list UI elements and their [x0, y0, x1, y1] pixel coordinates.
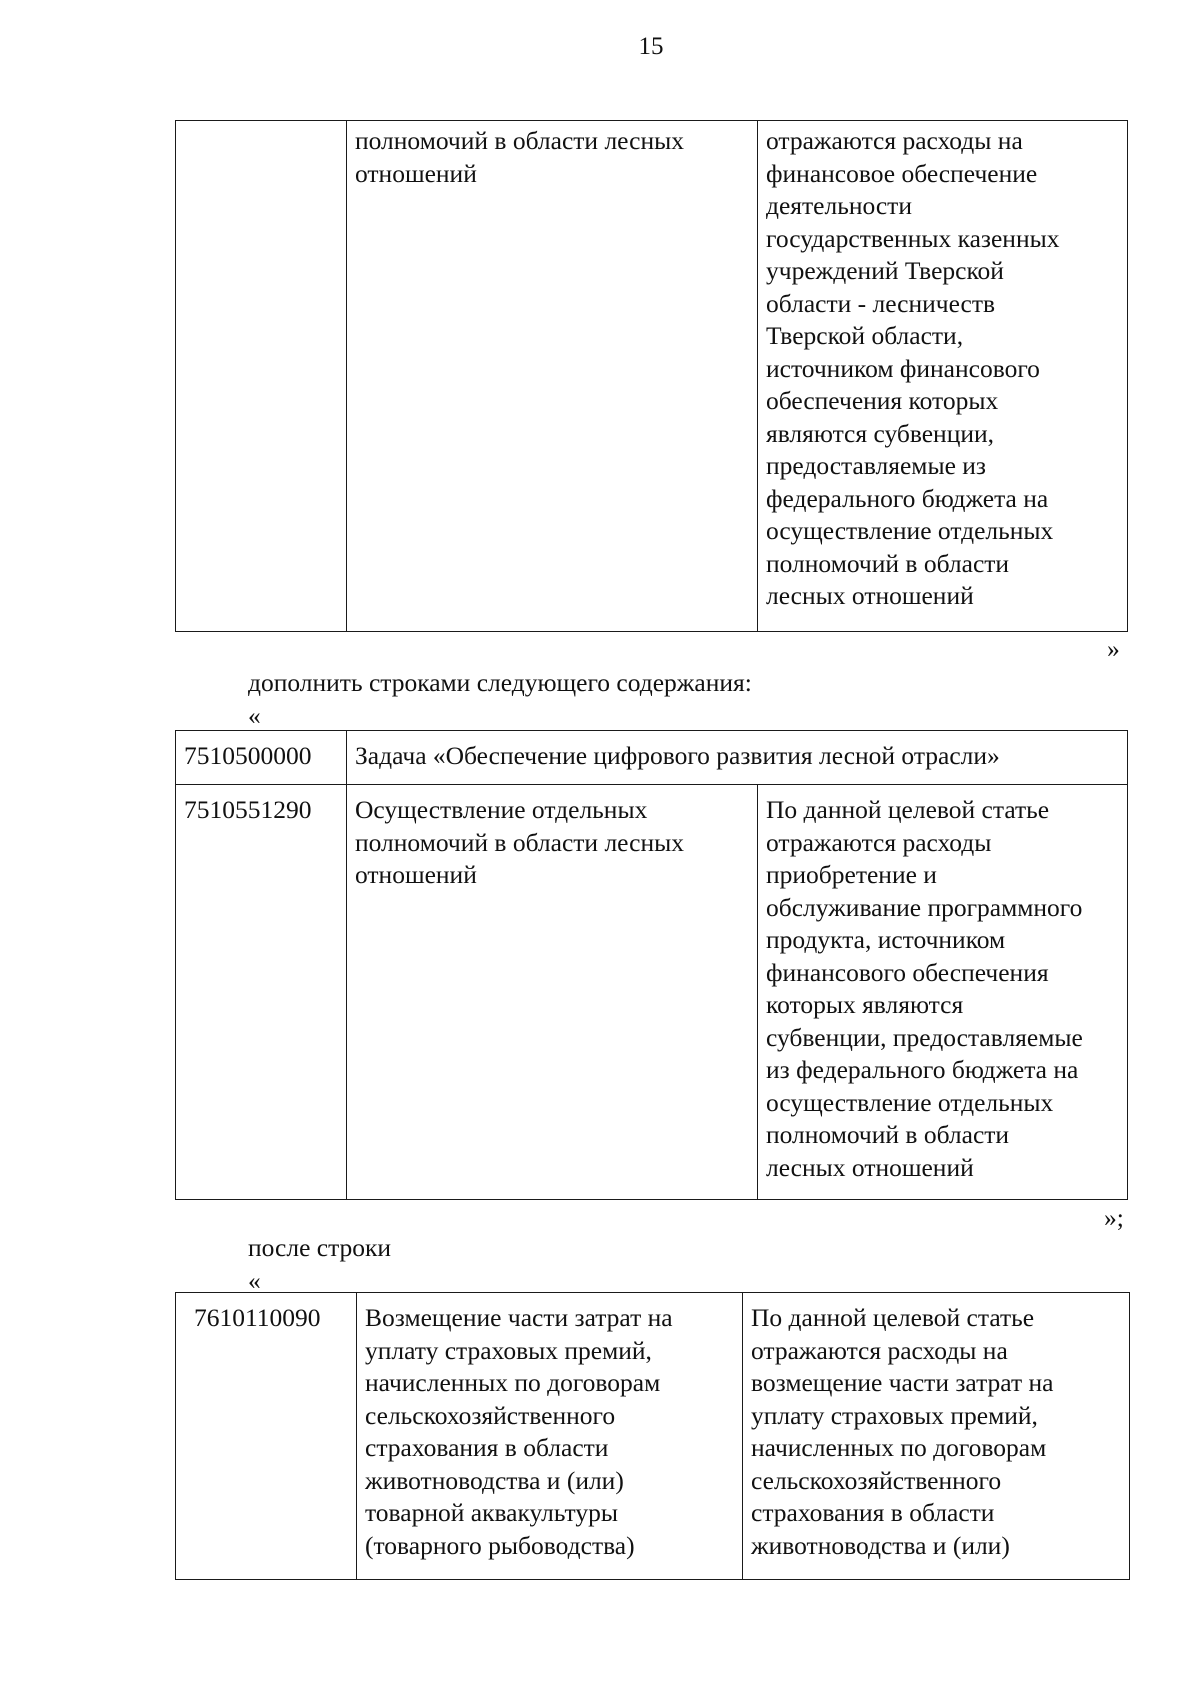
name-text: Возмещение части затрат на уплату страховых премий, начисленных по договорам сельскохозяйственного страхования в области животноводства и (или) товарной аквакультуры (товарного рыбоводства) — [365, 1303, 673, 1560]
description-cell — [743, 1293, 1130, 1580]
table-added-rows — [175, 730, 1128, 1200]
description-text: По данной целевой статье отражаются расходы на возмещение части затрат на уплату страховых премий, начисленных по договорам сельскохозяйственного страхования в области животноводства и (или) — [751, 1303, 1054, 1560]
code-cell — [176, 731, 347, 785]
opening-quote-2: « — [248, 1266, 261, 1295]
name-text: Осуществление отдельных полномочий в области лесных отношений — [355, 795, 684, 889]
code-cell — [176, 121, 347, 632]
instruction-text-2: после строки — [248, 1233, 392, 1262]
page-number: 15 — [638, 33, 664, 60]
code-cell — [176, 785, 347, 1200]
table-row — [176, 121, 1128, 632]
name-cell — [347, 121, 758, 632]
table-row — [176, 1293, 1130, 1580]
code-text: 7510551290 — [184, 795, 312, 824]
code-text — [176, 121, 346, 131]
table-after-row — [175, 1292, 1130, 1580]
task-title-text: Задача «Обеспечение цифрового развития лесной отрасли» — [355, 741, 1000, 770]
name-text: полномочий в области лесных отношений — [355, 126, 684, 188]
code-text: 7610110090 — [194, 1303, 321, 1332]
table-row — [176, 785, 1128, 1200]
description-cell — [758, 785, 1128, 1200]
table-row — [176, 731, 1128, 785]
closing-quote-1: » — [1107, 634, 1120, 663]
instruction-text-1: дополнить строками следующего содержания: — [248, 668, 752, 697]
name-cell — [357, 1293, 743, 1580]
description-cell — [758, 121, 1128, 632]
code-text: 7510500000 — [184, 741, 312, 770]
closing-quote-2: »; — [1104, 1203, 1124, 1232]
name-cell — [347, 785, 758, 1200]
table-continuation — [175, 120, 1128, 632]
task-title-cell — [347, 731, 1128, 785]
code-cell — [176, 1293, 357, 1580]
description-text: По данной целевой статье отражаются расходы приобретение и обслуживание программного продукта, источником финансового обеспечения которых являются субвенции, предоставляемые из федерального бюджета на осуществление отдельных полномочий в области лесных отношений — [766, 795, 1083, 1182]
opening-quote-1: « — [248, 701, 261, 730]
description-text: отражаются расходы на финансовое обеспечение деятельности государственных казенных учреждений Тверской области - лесничеств Тверской области, источником финансового обеспечения которых являются субвенции, предоставляемые из федерального бюджета на осуществление отдельных полномочий в области лесных отношений — [766, 126, 1060, 610]
